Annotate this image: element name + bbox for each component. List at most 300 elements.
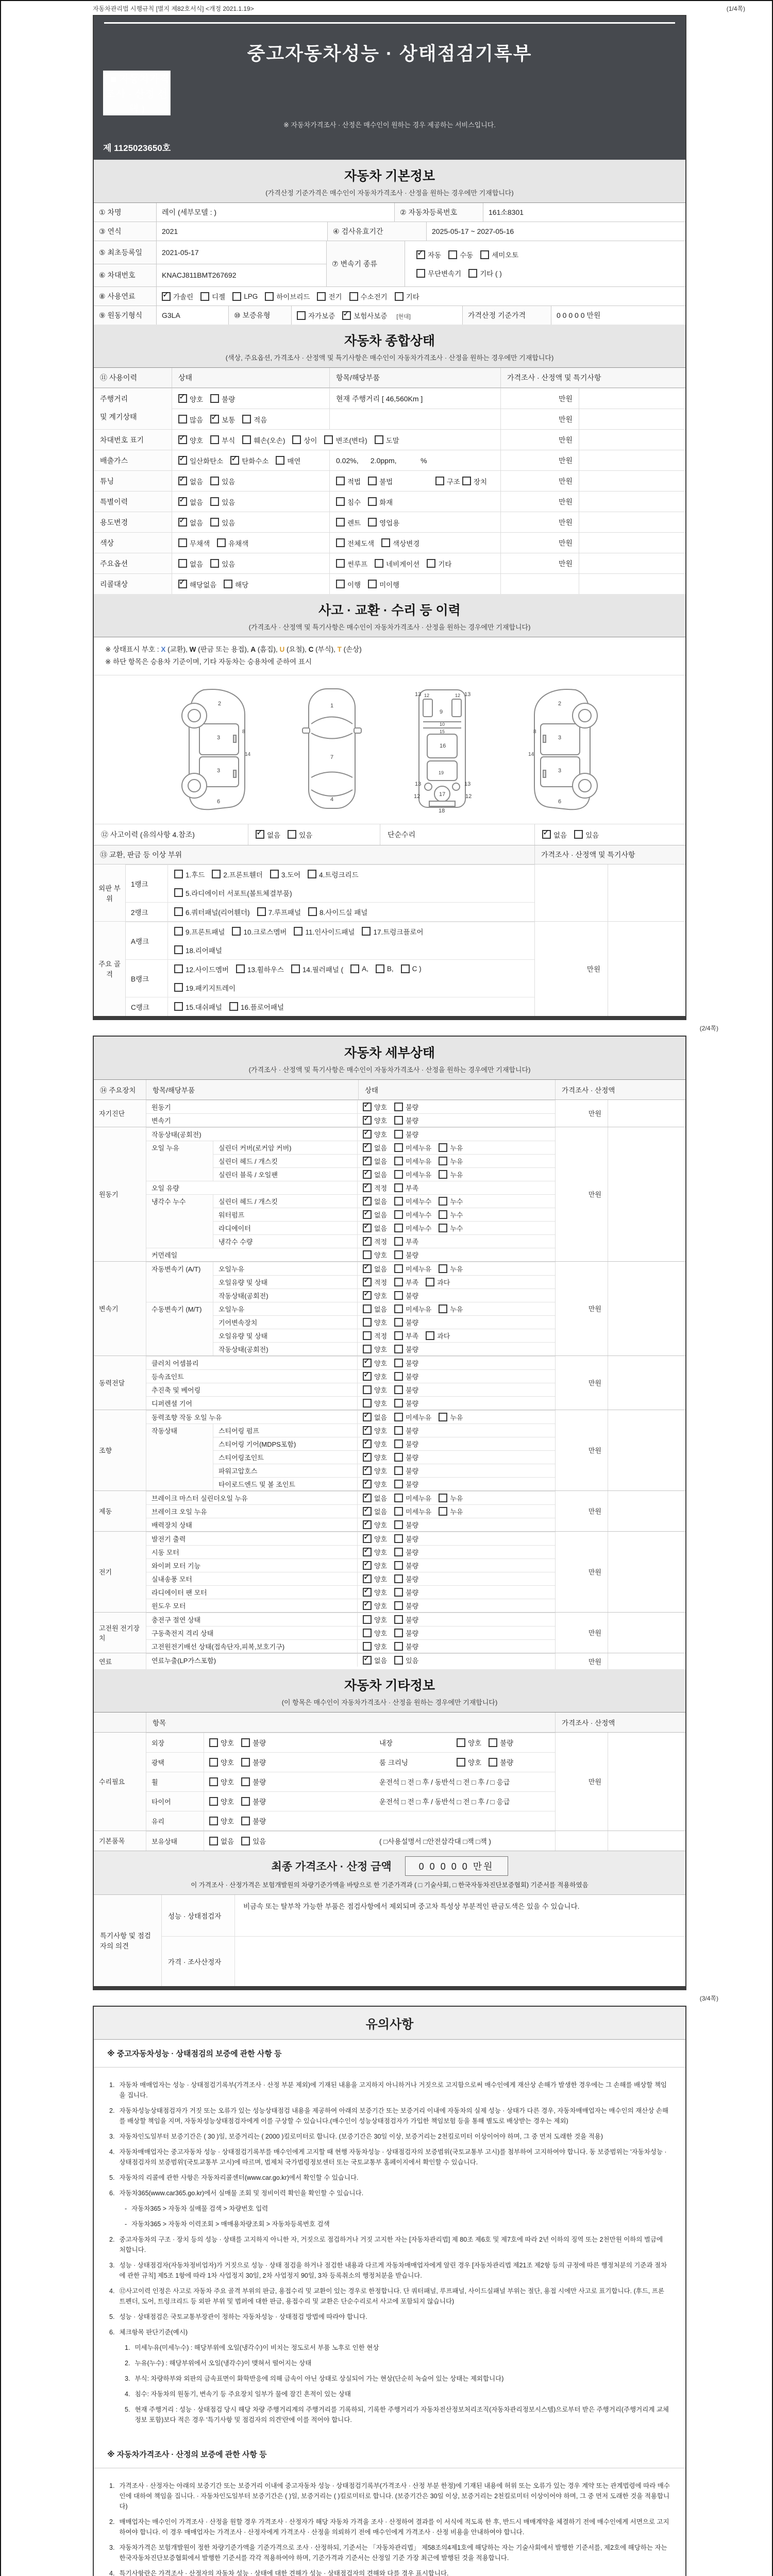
item-number: - xyxy=(125,2205,127,2212)
checkbox[interactable] xyxy=(435,477,444,485)
checkbox[interactable] xyxy=(363,1197,372,1206)
checkbox[interactable] xyxy=(229,1002,238,1011)
item-label: 라디에이터 xyxy=(213,1221,358,1234)
checkbox[interactable] xyxy=(178,477,187,485)
check-option xyxy=(394,1385,418,1395)
checkbox[interactable] xyxy=(394,1520,403,1529)
checkbox[interactable] xyxy=(336,477,345,485)
checkbox[interactable] xyxy=(439,1224,447,1232)
checkbox[interactable] xyxy=(174,1002,183,1011)
checkbox[interactable] xyxy=(363,1116,372,1125)
checkbox[interactable] xyxy=(242,435,251,444)
checkbox[interactable] xyxy=(394,1494,403,1502)
checkbox[interactable] xyxy=(427,559,435,568)
checkbox[interactable] xyxy=(363,1480,372,1488)
checkbox[interactable] xyxy=(178,415,187,423)
checkbox[interactable] xyxy=(363,1103,372,1111)
checkbox[interactable] xyxy=(350,964,359,973)
checkbox[interactable] xyxy=(394,1224,403,1232)
svg-text:3: 3 xyxy=(558,767,562,774)
notice-section1-title: ※ 중고자동차성능 · 상태점검의 보증에 관한 사항 등 xyxy=(94,2040,685,2067)
checkbox-label: 양호 xyxy=(374,1318,388,1327)
checkbox[interactable] xyxy=(363,1264,372,1273)
checkbox[interactable] xyxy=(178,559,187,568)
checkbox[interactable] xyxy=(489,1758,497,1767)
etc-row xyxy=(146,1733,555,1752)
checkbox[interactable] xyxy=(288,830,296,839)
checkbox[interactable] xyxy=(324,435,333,444)
checkbox[interactable] xyxy=(394,1359,403,1367)
checkbox[interactable] xyxy=(394,1345,403,1353)
checkbox[interactable] xyxy=(362,927,371,936)
checkbox-label: 없음 xyxy=(374,1305,388,1313)
checkbox[interactable] xyxy=(178,580,187,588)
checkbox[interactable] xyxy=(368,497,377,506)
checkbox[interactable] xyxy=(363,1561,372,1570)
state-options xyxy=(363,1304,470,1314)
page3-box xyxy=(93,2006,686,2576)
item-text: 자동차인도일부터 보증기간은 ( 30 )일, 보증거리는 ( 2000 )킬로미터로 합니다. (보증기간은 30일 이상, 보증거리는 2천킬로미터 이상이어야 하며, 그 중 먼저 도래한 것을 적용) xyxy=(119,2132,603,2140)
item-label: 등속죠인트 xyxy=(146,1369,358,1383)
check-option xyxy=(256,829,280,840)
checkbox[interactable] xyxy=(363,1130,372,1139)
checkbox[interactable] xyxy=(174,964,183,973)
checkbox-label: 가솔린 xyxy=(173,293,194,301)
checkbox[interactable] xyxy=(457,1738,465,1747)
item-label: 커먼레일 xyxy=(146,1248,358,1261)
checkbox[interactable] xyxy=(363,1210,372,1219)
checkbox[interactable] xyxy=(439,1170,447,1179)
state-options xyxy=(178,579,256,589)
notice-item xyxy=(109,2568,670,2576)
check-option xyxy=(297,310,335,320)
checkbox-label: 12.사이드멤버 xyxy=(186,965,229,974)
checkbox[interactable] xyxy=(394,1103,403,1111)
check-option xyxy=(178,455,223,466)
checkbox[interactable] xyxy=(394,1656,403,1665)
checkbox[interactable] xyxy=(210,435,219,444)
page-marker-3: (3/4쪽) xyxy=(699,1994,718,2002)
checkbox[interactable] xyxy=(336,538,345,547)
car-damage-diagrams xyxy=(94,675,685,824)
checkbox[interactable] xyxy=(209,1797,218,1806)
checkbox[interactable] xyxy=(489,1738,497,1747)
checkbox[interactable] xyxy=(200,292,209,301)
item-label: 스티어링조인트 xyxy=(213,1450,358,1464)
checkbox[interactable] xyxy=(394,1197,403,1206)
row-label: 주행거리 xyxy=(100,394,128,403)
price-cell xyxy=(501,573,579,594)
checkbox[interactable] xyxy=(209,1758,218,1767)
checkbox[interactable] xyxy=(232,292,241,301)
check-option xyxy=(394,1210,431,1219)
price-cell xyxy=(555,1831,608,1851)
checkbox[interactable] xyxy=(394,1318,403,1327)
checkbox[interactable] xyxy=(210,559,219,568)
checkbox[interactable] xyxy=(375,559,383,568)
overall-header-row xyxy=(94,368,685,388)
checkbox[interactable] xyxy=(468,269,477,278)
checkbox[interactable] xyxy=(210,415,219,423)
inspector-opinion: 비금속 또는 탈부착 가능한 부품은 점검사항에서 제외되며 중고차 특성상 부분적인 판금도색은 있을 수 있습니다. xyxy=(243,1902,580,1910)
svg-text:3: 3 xyxy=(217,767,221,774)
checkbox[interactable] xyxy=(394,1143,403,1152)
item-label: 워터펌프 xyxy=(213,1208,358,1221)
check-option xyxy=(363,1371,387,1381)
svg-text:14: 14 xyxy=(245,751,251,757)
item-label: 충전구 절연 상태 xyxy=(146,1613,358,1626)
check-option xyxy=(394,1223,431,1233)
checkbox[interactable] xyxy=(363,1601,372,1610)
checkbox[interactable] xyxy=(394,1157,403,1165)
legend-symbol: T xyxy=(337,646,342,653)
checkbox[interactable] xyxy=(363,1439,372,1448)
engine-value: G3LA xyxy=(157,306,229,325)
checkbox[interactable] xyxy=(416,269,425,278)
state-options xyxy=(363,1317,426,1327)
check-option xyxy=(394,1641,418,1651)
checkbox[interactable] xyxy=(394,1548,403,1556)
checkbox[interactable] xyxy=(294,927,303,936)
checkbox[interactable] xyxy=(363,1574,372,1583)
checkbox[interactable] xyxy=(457,1758,465,1767)
checkbox[interactable] xyxy=(210,394,219,403)
checkbox[interactable] xyxy=(178,394,187,403)
checkbox[interactable] xyxy=(224,580,232,588)
checkbox[interactable] xyxy=(394,1278,403,1286)
checkbox[interactable] xyxy=(439,1304,447,1313)
checkbox[interactable] xyxy=(363,1642,372,1651)
check-option xyxy=(394,1628,418,1638)
checkbox[interactable] xyxy=(394,1642,403,1651)
part-options xyxy=(336,517,494,528)
checkbox[interactable] xyxy=(394,1588,403,1597)
checkbox[interactable] xyxy=(375,435,383,444)
checkbox[interactable] xyxy=(212,870,221,878)
rank-label: 1랭크 xyxy=(126,865,168,902)
rank-label: 2랭크 xyxy=(126,903,168,921)
check-option xyxy=(375,558,419,569)
item-label: 작동상태(공회전) xyxy=(213,1289,358,1302)
checkbox[interactable] xyxy=(363,1656,372,1665)
checkbox[interactable] xyxy=(394,1291,403,1300)
checkbox[interactable] xyxy=(394,1264,403,1273)
checkbox[interactable] xyxy=(394,1237,403,1246)
checkbox[interactable] xyxy=(394,1170,403,1179)
checkbox[interactable] xyxy=(210,497,219,506)
checkbox[interactable] xyxy=(542,830,551,839)
checkbox[interactable] xyxy=(368,518,377,527)
checkbox[interactable] xyxy=(439,1264,447,1273)
notice-item xyxy=(109,2219,670,2229)
checkbox[interactable] xyxy=(336,559,345,568)
state-options xyxy=(363,1291,426,1300)
checkbox[interactable] xyxy=(174,983,183,992)
checkbox[interactable] xyxy=(363,1345,372,1353)
accident-subtitle: (가격조사 · 산정액 및 특기사항은 매수인이 자동차가격조사 · 산정을 원하는 경우에만 기재합니다) xyxy=(248,623,531,631)
check-option xyxy=(394,1398,418,1408)
checkbox[interactable] xyxy=(241,1797,250,1806)
checkbox[interactable] xyxy=(236,964,245,973)
checkbox[interactable] xyxy=(241,1837,250,1845)
checkbox[interactable] xyxy=(439,1413,447,1421)
checkbox[interactable] xyxy=(394,1116,403,1125)
checkbox[interactable] xyxy=(209,1837,218,1845)
checkbox[interactable] xyxy=(336,518,345,527)
checkbox[interactable] xyxy=(276,456,284,465)
checkbox[interactable] xyxy=(363,1385,372,1394)
checkbox[interactable] xyxy=(394,1250,403,1259)
checkbox[interactable] xyxy=(217,538,226,547)
check-option xyxy=(457,1757,481,1767)
checkbox[interactable] xyxy=(178,456,187,465)
check-option xyxy=(288,829,312,840)
checkbox[interactable] xyxy=(292,435,301,444)
checkbox-label: 탄화수소 xyxy=(242,457,269,465)
checkbox[interactable] xyxy=(394,1453,403,1462)
item-label: 발전기 출력 xyxy=(146,1532,358,1545)
item-number: - xyxy=(125,2220,127,2228)
item-text: 자동차가격은 보험개발원이 정한 차량기준가액을 기준가격으로 조사 · 산정하되, 기준서는 「자동차관리법」 제58조의4제1호에 해당하는 자는 기술사회에서 발행한 기준서를, 제2호에 해당하는 자는 한국자동차진단보증협회에서 발행한 기준서를 각각 적용하여야 하며, 기준가격과 기준서는 산정일 기준 가장 최근에 발행된 것을 적용합니다. xyxy=(119,2544,667,2562)
checkbox[interactable] xyxy=(241,1777,250,1786)
checkbox[interactable] xyxy=(363,1426,372,1435)
checkbox[interactable] xyxy=(363,1588,372,1597)
checkbox[interactable] xyxy=(363,1453,372,1462)
svg-text:1: 1 xyxy=(330,702,334,709)
check-option xyxy=(336,517,361,528)
checkbox[interactable] xyxy=(241,1738,250,1747)
checkbox[interactable] xyxy=(210,518,219,527)
checkbox[interactable] xyxy=(363,1372,372,1381)
item-label: 동력조향 작동 오일 누유 xyxy=(146,1410,358,1423)
checkbox[interactable] xyxy=(439,1157,447,1165)
checkbox[interactable] xyxy=(209,1817,218,1825)
check-option xyxy=(394,1601,418,1611)
checkbox[interactable] xyxy=(394,1439,403,1448)
checkbox[interactable] xyxy=(368,477,377,485)
checkbox[interactable] xyxy=(241,1758,250,1767)
checkbox-label: 수소전기 xyxy=(360,293,388,301)
checkbox-label: 불량 xyxy=(406,1535,419,1543)
checkbox[interactable] xyxy=(297,311,306,320)
checkbox[interactable] xyxy=(363,1143,372,1152)
checkbox[interactable] xyxy=(174,927,183,936)
checkbox[interactable] xyxy=(178,518,187,527)
checkbox[interactable] xyxy=(394,1372,403,1381)
checkbox[interactable] xyxy=(363,1466,372,1475)
checkbox-label: 누유 xyxy=(450,1305,463,1313)
checkbox[interactable] xyxy=(363,1494,372,1502)
check-option xyxy=(457,1737,481,1748)
sub-label: 자동변속기 (A/T) xyxy=(152,1265,201,1273)
device-label: 제동 xyxy=(99,1507,112,1516)
check-option xyxy=(394,1371,418,1381)
checkbox[interactable] xyxy=(363,1331,372,1340)
checkbox-label: 디젤 xyxy=(212,293,226,301)
checkbox[interactable] xyxy=(308,907,317,916)
item-text: 성능 · 상태점검자(자동차정비업자)가 거짓으로 성능 · 상태 점검을 하거나 점검한 내용과 다르게 자동차매매업자에게 알린 경우 [자동차관리법 제21조 제2항 등의 규정에 따른 행정처분의 기준과 절차에 관한 규칙] 제5조 1항에 따라 1차 사업정지 30일, 2차 사업정지 90일, 3차 등록취소의 행정처분을 받습니다. xyxy=(119,2261,667,2279)
check-option xyxy=(363,1115,387,1125)
checkbox[interactable] xyxy=(395,292,404,301)
checkbox[interactable] xyxy=(363,1183,372,1192)
checkbox-label: 불량 xyxy=(406,1427,419,1435)
checkbox[interactable] xyxy=(394,1480,403,1488)
checkbox[interactable] xyxy=(363,1548,372,1556)
state-options xyxy=(363,1547,426,1557)
check-option xyxy=(394,1466,418,1476)
checkbox[interactable] xyxy=(265,292,274,301)
checkbox[interactable] xyxy=(270,870,279,878)
checkbox[interactable] xyxy=(480,250,489,259)
checkbox[interactable] xyxy=(394,1574,403,1583)
checkbox[interactable] xyxy=(462,477,471,485)
checkbox[interactable] xyxy=(174,945,183,954)
checkbox[interactable] xyxy=(178,538,187,547)
checkbox[interactable] xyxy=(363,1237,372,1246)
checkbox[interactable] xyxy=(162,292,171,301)
checkbox[interactable] xyxy=(209,1777,218,1786)
checkbox[interactable] xyxy=(242,415,251,423)
checkbox[interactable] xyxy=(394,1130,403,1139)
check-option xyxy=(363,1183,387,1193)
check-option xyxy=(363,1534,387,1544)
check-option xyxy=(241,1757,266,1767)
checkbox[interactable] xyxy=(448,250,457,259)
checkbox[interactable] xyxy=(394,1183,403,1192)
checkbox[interactable] xyxy=(336,497,345,506)
checkbox[interactable] xyxy=(574,830,583,839)
checkbox[interactable] xyxy=(178,435,187,444)
checkbox[interactable] xyxy=(394,1399,403,1408)
checkbox[interactable] xyxy=(363,1170,372,1179)
checkbox[interactable] xyxy=(363,1629,372,1637)
checkbox-label: 불량 xyxy=(406,1318,419,1327)
checkbox[interactable] xyxy=(342,311,351,320)
checkbox[interactable] xyxy=(232,927,241,936)
notes-cell xyxy=(608,1831,685,1851)
checkbox[interactable] xyxy=(174,888,183,897)
check-option xyxy=(426,1331,450,1341)
checkbox[interactable] xyxy=(178,497,187,506)
overall-title: 자동차 종합상태 xyxy=(344,334,435,348)
checkbox[interactable] xyxy=(257,907,266,916)
checkbox-label: 양호 xyxy=(374,1103,388,1111)
checkbox[interactable] xyxy=(394,1601,403,1610)
checkbox[interactable] xyxy=(336,580,345,588)
checkbox[interactable] xyxy=(363,1507,372,1516)
checkbox[interactable] xyxy=(439,1210,447,1219)
basic-info-title: 자동차 기본정보 xyxy=(344,169,435,183)
checkbox[interactable] xyxy=(363,1157,372,1165)
part-options xyxy=(336,476,494,486)
checkbox[interactable] xyxy=(439,1197,447,1206)
checkbox[interactable] xyxy=(439,1494,447,1502)
checkbox[interactable] xyxy=(363,1304,372,1313)
checkbox[interactable] xyxy=(308,870,316,878)
checkbox[interactable] xyxy=(363,1318,372,1327)
check-option xyxy=(394,1291,418,1300)
checkbox[interactable] xyxy=(291,964,300,973)
checkbox[interactable] xyxy=(363,1278,372,1286)
notice-item xyxy=(109,2481,670,2512)
checkbox-label: 세미오토 xyxy=(492,251,519,259)
checkbox[interactable] xyxy=(394,1466,403,1475)
checkbox[interactable] xyxy=(363,1413,372,1421)
checkbox[interactable] xyxy=(363,1359,372,1367)
checkbox[interactable] xyxy=(363,1399,372,1408)
state-options xyxy=(363,1210,470,1219)
checkbox[interactable] xyxy=(363,1615,372,1624)
checkbox[interactable] xyxy=(317,292,326,301)
checkbox-label: 불량 xyxy=(406,1562,419,1570)
check-option xyxy=(241,1737,266,1748)
checkbox[interactable] xyxy=(426,1331,434,1340)
page-marker-2: (2/4쪽) xyxy=(699,1024,718,1032)
detail-row xyxy=(146,1275,555,1289)
overall-row xyxy=(94,532,685,553)
item-text: 누유(누수) : 해당부위에서 오일(냉각수)이 맺혀서 떨어지는 상태 xyxy=(135,2359,312,2367)
checkbox[interactable] xyxy=(401,964,410,973)
checkbox-label: 8.사이드실 패널 xyxy=(320,908,368,917)
checkbox[interactable] xyxy=(394,1561,403,1570)
checkbox[interactable] xyxy=(363,1250,372,1259)
item-number: 5. xyxy=(109,2174,115,2181)
checkbox[interactable] xyxy=(394,1629,403,1637)
checkbox[interactable] xyxy=(394,1615,403,1624)
checkbox[interactable] xyxy=(394,1210,403,1219)
checkbox[interactable] xyxy=(368,580,377,588)
item-number: 5. xyxy=(125,2405,130,2413)
checkbox-label: 불량 xyxy=(406,1251,419,1259)
checkbox[interactable] xyxy=(439,1143,447,1152)
checkbox[interactable] xyxy=(241,1817,250,1825)
checkbox[interactable] xyxy=(394,1507,403,1516)
checkbox[interactable] xyxy=(394,1534,403,1543)
checkbox[interactable] xyxy=(363,1224,372,1232)
checkbox[interactable] xyxy=(394,1304,403,1313)
check-option xyxy=(349,291,388,301)
checkbox[interactable] xyxy=(394,1413,403,1421)
checkbox-label: 18.리어패널 xyxy=(186,946,222,955)
checkbox[interactable] xyxy=(363,1520,372,1529)
field-label-reg-no: ② 자동차등록번호 xyxy=(395,203,483,222)
checkbox[interactable] xyxy=(376,964,384,973)
notes-cell xyxy=(608,1491,685,1531)
simple-repair-label: 단순수리 xyxy=(380,824,535,845)
checkbox[interactable] xyxy=(230,456,239,465)
checkbox[interactable] xyxy=(394,1331,403,1340)
checkbox[interactable] xyxy=(426,1278,434,1286)
svg-text:12: 12 xyxy=(414,793,421,800)
checkbox[interactable] xyxy=(174,907,183,916)
checkbox[interactable] xyxy=(210,477,219,485)
checkbox[interactable] xyxy=(381,538,390,547)
checkbox[interactable] xyxy=(394,1385,403,1394)
checkbox[interactable] xyxy=(209,1738,218,1747)
checkbox[interactable] xyxy=(349,292,358,301)
check-option xyxy=(439,1156,463,1166)
checkbox[interactable] xyxy=(394,1426,403,1435)
checkbox[interactable] xyxy=(439,1507,447,1516)
checkbox[interactable] xyxy=(416,250,425,259)
checkbox[interactable] xyxy=(363,1534,372,1543)
transmission-options xyxy=(410,245,680,282)
check-option xyxy=(363,1439,387,1449)
detail-title: 자동차 세부상태 xyxy=(344,1045,435,1060)
checkbox[interactable] xyxy=(174,870,183,878)
checkbox[interactable] xyxy=(256,830,264,839)
checkbox[interactable] xyxy=(363,1291,372,1300)
